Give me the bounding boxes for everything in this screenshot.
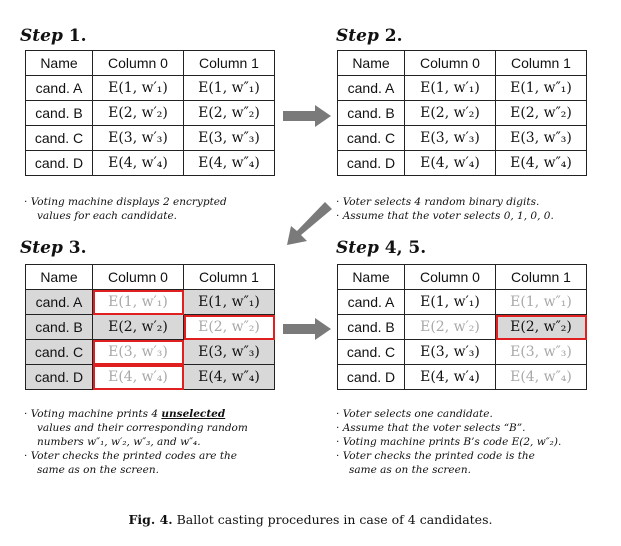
cell-column0: E(3, w′₃) [405,340,496,365]
figure-caption-text: Ballot casting procedures in case of 4 candidates. [176,512,493,527]
note-line: Voting machine displays 2 encrypted [30,196,227,208]
candidate-name: cand. C [26,340,93,365]
step2-notes: · Voter selects 4 random binary digits. · Assume that the voter selects 0, 1, 0, 0. [336,196,554,222]
table-row [26,315,275,340]
cell-column0: E(4, w′₄) [405,365,496,390]
candidate-name: cand. B [338,315,405,340]
table-row [26,340,275,365]
step1-table [25,50,275,176]
cell-column0: E(4, w′₄) [93,151,184,176]
header-name: Name [338,265,405,290]
candidate-name: cand. A [338,290,405,315]
header-column0: Column 0 [405,265,496,290]
cell-column1: E(1, w″₁) [496,76,587,101]
cell-column1: E(1, w″₁) [184,76,275,101]
candidate-name: cand. A [26,290,93,315]
cell-column0: E(2, w′₂) [93,315,184,340]
candidate-name: cand. B [26,315,93,340]
note-line: numbers w″₁, w′₂, w″₃, and w″₄. [37,436,201,448]
note-emphasis: unselected [161,408,226,420]
note-line: same as on the screen. [349,464,471,476]
cell-column1: E(4, w″₄) [496,365,587,390]
note-line: Voting machine prints 4 [30,408,162,420]
note-line: Voter checks the printed code is the [342,450,535,462]
note-line: same as on the screen. [37,464,159,476]
figure-caption [0,512,621,527]
step45-notes: · Voter selects one candidate. · Assume that the voter selects “B”. · Voting machine prints B’s code E(2, w″₂). · Voter checks the printed code is the same as on the screen. [336,408,562,476]
cell-column0: E(1, w′₁) [405,76,496,101]
note-line: Assume that the voter selects “B”. [342,422,526,434]
down-left-arrow-icon [285,202,333,246]
cell-column1: E(4, w″₄) [184,365,275,390]
cell-column1: E(3, w″₃) [184,340,275,365]
candidate-name: cand. D [338,151,405,176]
candidate-name: cand. B [338,101,405,126]
header-name: Name [26,51,93,76]
table-row [26,101,275,126]
table-row [338,365,587,390]
step3-title: Step 3. [20,238,87,258]
note-line: Voter selects one candidate. [342,408,493,420]
table-row [338,76,587,101]
cell-column0: E(2, w′₂) [405,101,496,126]
header-column1: Column 1 [496,265,587,290]
cell-column1-selected: E(2, w″₂) [496,315,587,340]
candidate-name: cand. C [26,126,93,151]
cell-column1: E(4, w″₄) [496,151,587,176]
step3-table [25,264,275,390]
candidate-name: cand. D [26,151,93,176]
cell-column0: E(1, w′₁) [93,76,184,101]
table-row [338,340,587,365]
header-column1: Column 1 [184,265,275,290]
step2-title: Step 2. [336,26,403,46]
candidate-name: cand. C [338,126,405,151]
candidate-name: cand. A [338,76,405,101]
header-name: Name [338,51,405,76]
right-arrow-icon [283,318,331,340]
header-name: Name [26,265,93,290]
cell-column1: E(1, w″₁) [184,290,275,315]
step1-title: Step 1. [20,26,87,46]
header-column0: Column 0 [93,265,184,290]
cell-column1: E(3, w″₃) [496,340,587,365]
cell-column1: E(2, w″₂) [496,101,587,126]
cell-column0: E(2, w′₂) [93,101,184,126]
cell-column0: E(3, w′₃) [93,340,184,365]
cell-column0: E(2, w′₂) [405,315,496,340]
cell-column1: E(2, w″₂) [184,315,275,340]
candidate-name: cand. A [26,76,93,101]
note-line: values for each candidate. [37,210,178,222]
step45-title: Step 4, 5. [336,238,427,258]
table-row [26,76,275,101]
cell-column0: E(4, w′₄) [405,151,496,176]
table-row [338,101,587,126]
note-line: Assume that the voter selects 0, 1, 0, 0. [342,210,554,222]
header-column0: Column 0 [405,51,496,76]
candidate-name: cand. C [338,340,405,365]
header-column1: Column 1 [184,51,275,76]
table-row [26,151,275,176]
table-row [338,126,587,151]
cell-column1: E(3, w″₃) [184,126,275,151]
cell-column1: E(2, w″₂) [184,101,275,126]
candidate-name: cand. B [26,101,93,126]
table-row [338,315,587,340]
note-line: Voter selects 4 random binary digits. [342,196,540,208]
table-row [338,151,587,176]
header-column1: Column 1 [496,51,587,76]
table-row [26,290,275,315]
candidate-name: cand. D [338,365,405,390]
step45-table [337,264,587,390]
figure-label: Fig. 4. [128,512,173,527]
step1-notes: · Voting machine displays 2 encrypted values for each candidate. [24,196,227,222]
cell-column1: E(1, w″₁) [496,290,587,315]
step2-table [337,50,587,176]
cell-column0: E(1, w′₁) [405,290,496,315]
note-line: Voting machine prints B’s code E(2, w″₂). [342,436,562,448]
candidate-name: cand. D [26,365,93,390]
cell-column0: E(3, w′₃) [405,126,496,151]
cell-column0: E(3, w′₃) [93,126,184,151]
note-line: values and their corresponding random [37,422,248,434]
cell-column0: E(4, w′₄) [93,365,184,390]
cell-column0: E(1, w′₁) [93,290,184,315]
table-row [26,126,275,151]
header-column0: Column 0 [93,51,184,76]
table-row [338,290,587,315]
cell-column1: E(3, w″₃) [496,126,587,151]
step3-notes: · Voting machine prints 4 unselected values and their corresponding random numbers w″₁, w′₂, w″₃, and w″₄. · Voter checks the printed codes are the same as on the screen. [24,408,248,476]
right-arrow-icon [283,105,331,127]
table-row [26,365,275,390]
note-line: Voter checks the printed codes are the [30,450,238,462]
cell-column1: E(4, w″₄) [184,151,275,176]
